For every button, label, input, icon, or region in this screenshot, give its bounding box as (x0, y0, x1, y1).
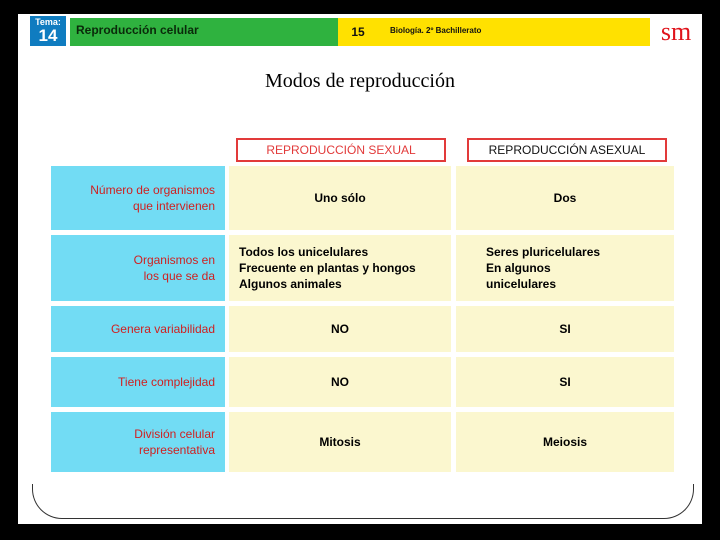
comparison-table (51, 166, 674, 472)
cell-sexual: Todos los unicelulares Frecuente en plantas y hongos Algunos animales (229, 235, 451, 301)
tema-badge (30, 16, 66, 46)
cell-asexual: Seres pluricelulares En algunos unicelulares (456, 235, 674, 301)
tema-number: 14 (38, 26, 58, 45)
cell-sexual: NO (229, 357, 451, 407)
cell-asexual: Meiosis (456, 412, 674, 472)
cell-asexual: SI (456, 357, 674, 407)
cell-sexual: Uno sólo (229, 166, 451, 230)
row-label: División celular representativa (51, 412, 225, 472)
row-label: Tiene complejidad (51, 357, 225, 407)
cell-sexual: Mitosis (229, 412, 451, 472)
unit-title-band (70, 18, 338, 46)
cell-asexual: Dos (456, 166, 674, 230)
cell-asexual: SI (456, 306, 674, 352)
sm-logo: sm (654, 18, 698, 48)
slide (18, 14, 702, 524)
row-label: Organismos en los que se da (51, 235, 225, 301)
subject-label: Biología. 2º Bachillerato (390, 26, 482, 35)
tema-label: Tema: (35, 17, 61, 27)
cell-sexual: NO (229, 306, 451, 352)
page-number: 15 (351, 25, 365, 39)
header-bar (18, 14, 702, 48)
unit-title: Reproducción celular (76, 23, 199, 37)
row-label: Genera variabilidad (51, 306, 225, 352)
bottom-frame (32, 484, 694, 519)
subject-band (338, 18, 650, 46)
header-asexual: REPRODUCCIÓN ASEXUAL (467, 138, 667, 162)
row-label: Número de organismos que intervienen (51, 166, 225, 230)
page-title: Modos de reproducción (265, 70, 455, 92)
header-sexual: REPRODUCCIÓN SEXUAL (236, 138, 446, 162)
